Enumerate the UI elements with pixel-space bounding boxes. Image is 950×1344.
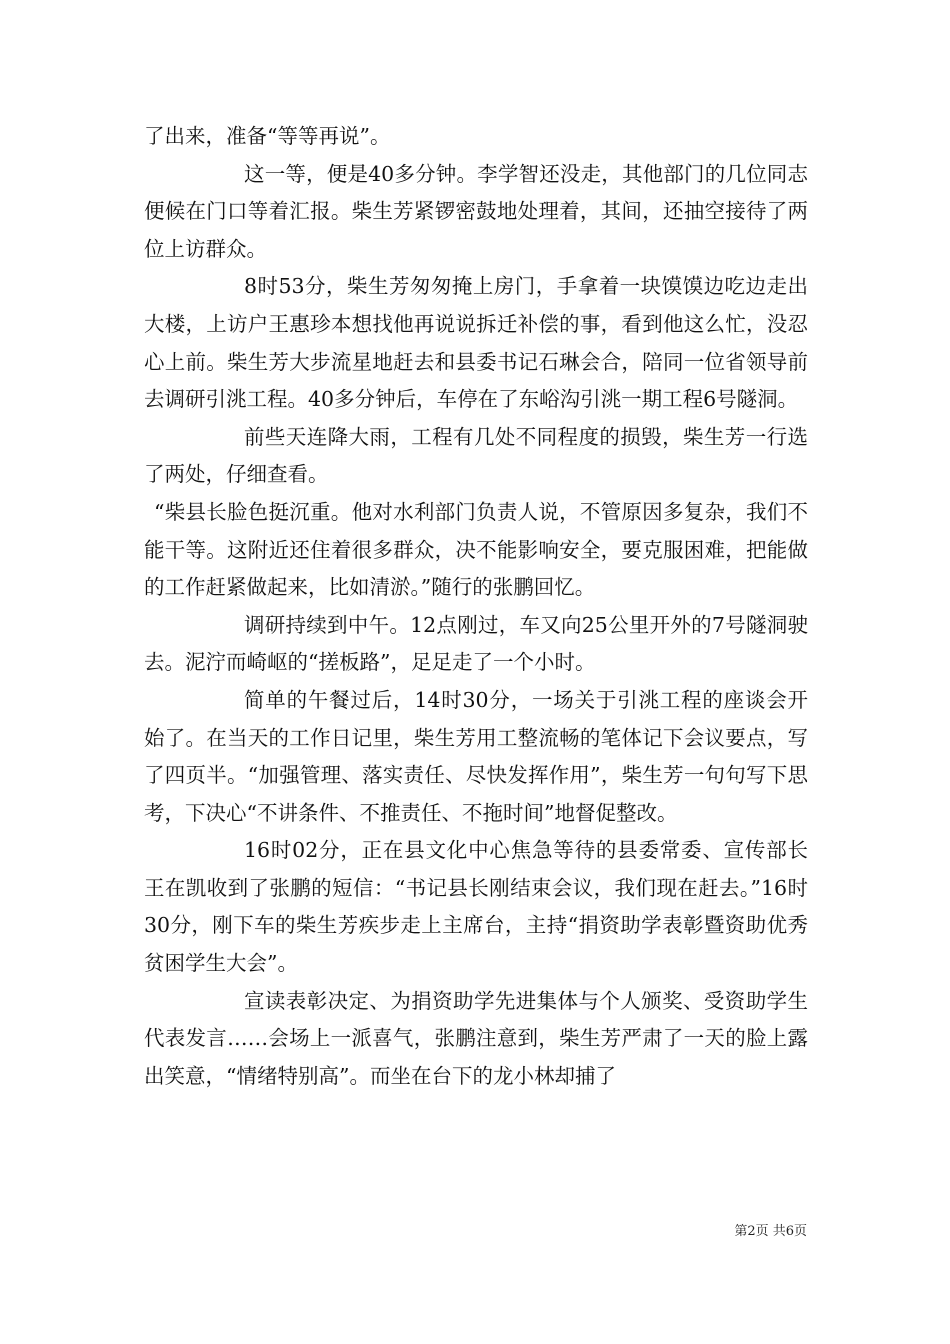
paragraph: 这一等，便是40多分钟。李学智还没走，其他部门的几位同志便候在门口等着汇报。柴生芳紧锣密鼓地处理着，其间，还抽空接待了两位上访群众。 <box>144 161 808 261</box>
paragraph-continuation: 了出来，准备“等等再说”。 <box>144 124 391 148</box>
paragraph: 前些天连降大雨，工程有几处不同程度的损毁，柴生芳一行选了两处，仔细查看。 <box>144 424 808 487</box>
paragraph: 16时02分，正在县文化中心焦急等待的县委常委、宣传部长王在凯收到了张鹏的短信：“书记县长刚结束会议，我们现在赶去。”16时30分，刚下车的柴生芳疾步走上主席台，主持“捐资助学表彰暨资助优秀贫困学生大会”。 <box>144 838 808 976</box>
paragraph: 简单的午餐过后，14时30分，一场关于引洮工程的座谈会开始了。在当天的工作日记里，柴生芳用工整流畅的笔体记下会议要点，写了四页半。“加强管理、落实责任、尽快发挥作用”，柴生芳一句句写下思考，下决心“不讲条件、不推责任、不拖时间”地督促整改。 <box>144 687 808 825</box>
paragraph-quote: “柴县长脸色挺沉重。他对水利部门负责人说，不管原因多复杂，我们不能干等。这附近还住着很多群众，决不能影响安全，要克服困难，把能做的工作赶紧做起来，比如清淤。”随行的张鹏回忆。 <box>144 499 808 600</box>
paragraph: 8时53分，柴生芳匆匆掩上房门，手拿着一块馍馍边吃边走出大楼，上访户王惠珍本想找他再说说拆迁补偿的事，看到他这么忙，没忍心上前。柴生芳大步流星地赶去和县委书记石琳会合，陪同一位省领导前去调研引洮工程。40多分钟后，车停在了东峪沟引洮一期工程6号隧洞。 <box>144 274 808 412</box>
document-body <box>144 118 808 1095</box>
paragraph: 调研持续到中午。12点刚过，车又向25公里开外的7号隧洞驶去。泥泞而崎岖的“搓板路”，足足走了一个小时。 <box>144 612 808 675</box>
paragraph: 宣读表彰决定、为捐资助学先进集体与个人颁奖、受资助学生代表发言……会场上一派喜气，张鹏注意到，柴生芳严肃了一天的脸上露出笑意，“情绪特别高”。而坐在台下的龙小林却捕了 <box>144 988 808 1088</box>
page-number-footer: 第2页 共6页 <box>734 1224 807 1239</box>
